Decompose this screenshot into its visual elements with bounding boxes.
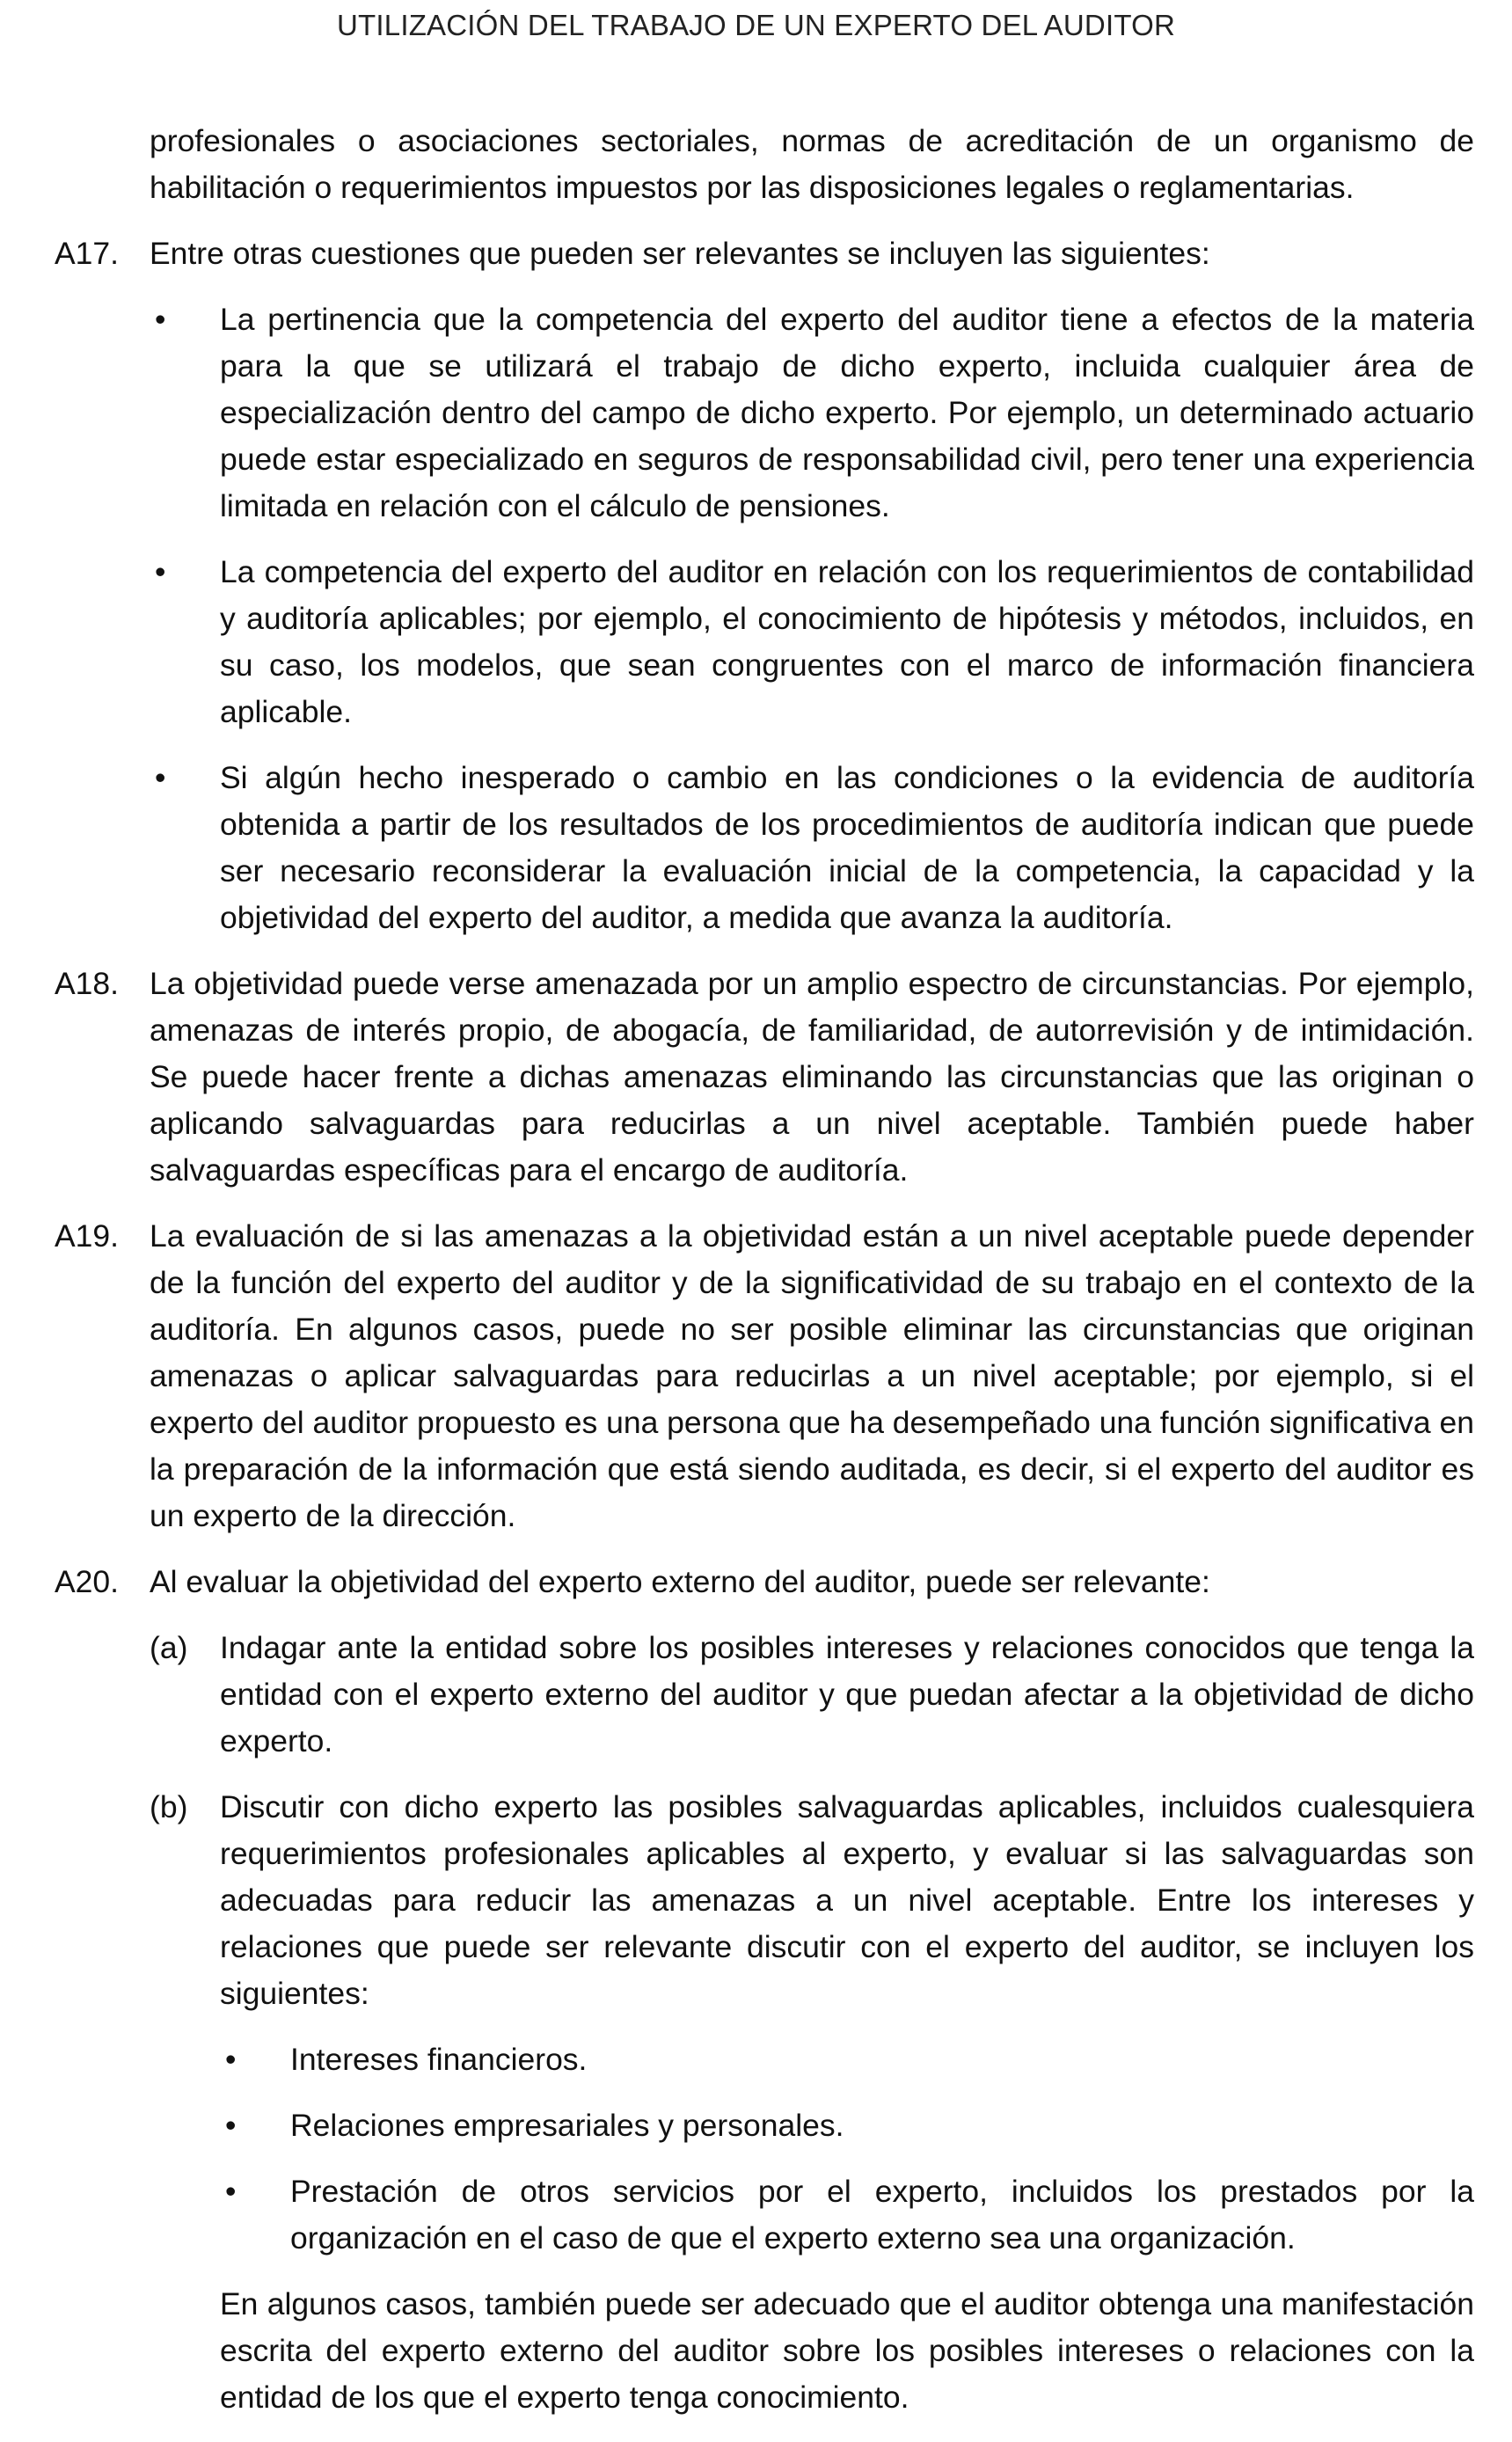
- continuation-paragraph: [55, 118, 1474, 211]
- paragraph-number: A20.: [55, 1564, 120, 1599]
- paragraph-text: Entre otras cuestiones que pueden ser relevantes se incluyen las siguientes:: [150, 236, 1210, 271]
- document-body: [55, 118, 1474, 2421]
- paragraph-number: A17.: [55, 236, 120, 271]
- paragraph-a19: [55, 1213, 1474, 1539]
- paragraph-text: La evaluación de si las amenazas a la objetividad están a un nivel aceptable puede depender de la función del experto del auditor y de la significatividad de su trabajo en el contexto de la auditoría. En algunos casos, puede no ser posible eliminar las circunstancias que originan amenazas o aplicar salvaguardas para reducirlas a un nivel aceptable; por ejemplo, si el experto del auditor propuesto es una persona que ha desempeñado una función significativa en la preparación de la información que está siendo auditada, es decir, si el experto del auditor es un experto de la dirección.: [150, 1218, 1474, 1533]
- paragraph-number: A19.: [55, 1218, 120, 1254]
- paragraph-text: La objetividad puede verse amenazada por un amplio espectro de circunstancias. Por ejemplo, amenazas de interés propio, de abogacía, de familiaridad, de autorrevisión y de intimidación. Se puede hacer frente a dichas amenazas eliminando las circunstancias que las originan o aplicando salvaguardas para reducirlas a un nivel aceptable. También puede haber salvaguardas específicas para el encargo de auditoría.: [150, 966, 1474, 1188]
- paragraph-a17: [55, 230, 1474, 277]
- paragraph-a20: [55, 1559, 1474, 1605]
- running-header: UTILIZACIÓN DEL TRABAJO DE UN EXPERTO DEL AUDITOR: [337, 9, 1175, 41]
- list-item-text: La pertinencia que la competencia del experto del auditor tiene a efectos de la materia para la que se utilizará el trabajo de dicho experto, incluida cualquier área de especialización dentro del campo de dicho experto. Por ejemplo, un determinado actuario puede estar especializado en seguros de responsabilidad civil, pero tener una experiencia limitada en relación con el cálculo de pensiones.: [220, 302, 1474, 523]
- list-item-text: Indagar ante la entidad sobre los posibles intereses y relaciones conocidos que tenga la entidad con el experto externo del auditor y que puedan afectar a la objetividad de dicho experto.: [220, 1630, 1474, 1758]
- bullet-icon: •: [155, 554, 166, 589]
- bullet-icon: •: [225, 2174, 237, 2209]
- closing-paragraph: En algunos casos, también puede ser adecuado que el auditor obtenga una manifestación escrita del experto externo del auditor sobre los posibles intereses o relaciones con la entidad de los que el experto tenga conocimiento.: [220, 2286, 1474, 2415]
- list-item-text: Discutir con dicho experto las posibles salvaguardas aplicables, incluidos cualesquiera requerimientos profesionales aplicables al experto, y evaluar si las salvaguardas son adecuadas para reducir las amenazas a un nivel aceptable. Entre los intereses y relaciones que puede ser relevante discutir con el experto del auditor, se incluyen los siguientes:: [220, 1789, 1474, 2011]
- list-item-text: Relaciones empresariales y personales.: [290, 2108, 844, 2143]
- list-item-text: Si algún hecho inesperado o cambio en las condiciones o la evidencia de auditoría obtenida a partir de los resultados de los procedimientos de auditoría indican que puede ser necesario reconsiderar la evaluación inicial de la competencia, la capacidad y la objetividad del experto del auditor, a medida que avanza la auditoría.: [220, 760, 1474, 935]
- list-item: [220, 2168, 1474, 2262]
- bullet-icon: •: [155, 760, 166, 795]
- paragraph-number: A18.: [55, 966, 120, 1001]
- list-item: [150, 296, 1474, 530]
- list-item-text: Prestación de otros servicios por el experto, incluidos los prestados por la organización en el caso de que el experto externo sea una organización.: [290, 2174, 1474, 2256]
- a20-inner-bullet-list: [220, 2036, 1474, 2262]
- continuation-text: profesionales o asociaciones sectoriales, normas de acreditación de un organismo de habilitación o requerimientos impuestos por las disposiciones legales o reglamentarias.: [150, 123, 1474, 205]
- bullet-icon: •: [225, 2042, 237, 2077]
- bullet-icon: •: [155, 302, 166, 337]
- list-item: [150, 755, 1474, 941]
- paragraph-text: Al evaluar la objetividad del experto externo del auditor, puede ser relevante:: [150, 1564, 1210, 1599]
- list-item: [220, 2102, 1474, 2149]
- bullet-icon: •: [225, 2108, 237, 2143]
- list-item-a: [150, 1625, 1474, 1765]
- list-item-text: La competencia del experto del auditor en relación con los requerimientos de contabilidad y auditoría aplicables; por ejemplo, el conocimiento de hipótesis y métodos, incluidos, en su caso, los modelos, que sean congruentes con el marco de información financiera aplicable.: [220, 554, 1474, 729]
- a20-lettered-list: [150, 1625, 1474, 2262]
- paragraph-a18: [55, 961, 1474, 1194]
- list-item: [220, 2036, 1474, 2083]
- list-marker: (b): [150, 1789, 188, 1824]
- list-item: [150, 549, 1474, 735]
- list-item-b: [150, 1784, 1474, 2262]
- list-item-text: Intereses financieros.: [290, 2042, 588, 2077]
- list-marker: (a): [150, 1630, 188, 1665]
- a17-bullet-list: [150, 296, 1474, 941]
